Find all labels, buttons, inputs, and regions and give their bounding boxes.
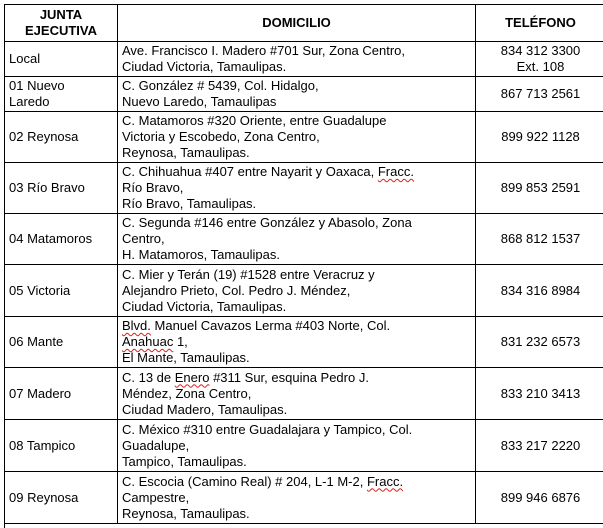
address-line: Méndez, Zona Centro, bbox=[122, 385, 252, 401]
domicilio-cell bbox=[118, 265, 476, 317]
phone-number: 834 312 3300 bbox=[500, 43, 581, 58]
header-junta-ejecutiva bbox=[5, 5, 118, 42]
address-line: Tampico, Tamaulipas. bbox=[122, 453, 247, 469]
telefono-cell: 899 946 6876 bbox=[476, 472, 603, 524]
address-line: Guadalupe, bbox=[122, 437, 190, 453]
junta-name-line: 01 Nuevo bbox=[9, 78, 65, 93]
address-text: Manuel Cavazos Lerma #403 Norte, Col. bbox=[150, 318, 391, 333]
address-line: Ciudad Victoria, Tamaulipas. bbox=[122, 298, 287, 314]
address-line: Centro, bbox=[122, 231, 165, 246]
address-line: C. México #310 entre Guadalajara y Tampico, Col. bbox=[122, 421, 413, 437]
address-line bbox=[122, 164, 471, 180]
address-line: Alejandro Prieto, Col. Pedro J. Méndez, bbox=[122, 282, 351, 298]
address-line bbox=[122, 474, 471, 490]
header-text: JUNTA bbox=[39, 7, 83, 22]
telefono-cell: 899 922 1128 bbox=[476, 112, 603, 163]
address-text: C. 13 de bbox=[122, 369, 175, 385]
junta-cell bbox=[5, 77, 118, 112]
address-line: Río Bravo, bbox=[122, 180, 184, 195]
spellcheck-word: Enero bbox=[174, 369, 210, 385]
telefono-cell: 833 217 2220 bbox=[476, 420, 603, 472]
table-row bbox=[5, 420, 603, 472]
domicilio-cell bbox=[118, 77, 476, 112]
junta-cell: 07 Madero bbox=[5, 368, 118, 420]
telefono-cell: 833 210 3413 bbox=[476, 368, 603, 420]
table-row bbox=[5, 112, 603, 163]
table-row bbox=[5, 317, 603, 368]
table-header-row bbox=[5, 5, 603, 42]
junta-cell: 09 Reynosa bbox=[5, 472, 118, 524]
address-line: Río Bravo, Tamaulipas. bbox=[122, 196, 257, 211]
address-text: 1, bbox=[173, 334, 188, 349]
address-line: Victoria y Escobedo, Zona Centro, bbox=[122, 129, 320, 144]
juntas-table-container bbox=[4, 4, 603, 524]
spellcheck-word: Fracc. bbox=[366, 473, 404, 489]
address-line bbox=[122, 318, 471, 334]
telefono-cell: 867 713 2561 bbox=[476, 77, 603, 112]
table-row bbox=[5, 77, 603, 112]
spellcheck-word: Fracc. bbox=[377, 164, 414, 179]
address-line: H. Matamoros, Tamaulipas. bbox=[122, 247, 280, 262]
junta-cell: 06 Mante bbox=[5, 317, 118, 368]
table-row bbox=[5, 472, 603, 524]
table-row bbox=[5, 368, 603, 420]
address-line: C. Segunda #146 entre González y Abasolo, Zona bbox=[122, 215, 412, 230]
domicilio-cell bbox=[118, 317, 476, 368]
juntas-ejecutivas-table bbox=[4, 4, 603, 524]
spellcheck-word: Anahuac bbox=[122, 334, 174, 349]
phone-extension: Ext. 108 bbox=[516, 59, 565, 74]
table-row bbox=[5, 163, 603, 214]
junta-name-line: Laredo bbox=[9, 94, 50, 109]
address-line: Ave. Francisco I. Madero #701 Sur, Zona Centro, bbox=[122, 43, 406, 58]
junta-cell: 08 Tampico bbox=[5, 420, 118, 472]
header-text: EJECUTIVA bbox=[25, 23, 97, 38]
address-line: Nuevo Laredo, Tamaulipas bbox=[122, 94, 277, 109]
telefono-cell: 831 232 6573 bbox=[476, 317, 603, 368]
address-line: C. Mier y Terán (19) #1528 entre Veracruz y bbox=[122, 266, 375, 282]
address-line: C. Matamoros #320 Oriente, entre Guadalupe bbox=[122, 113, 387, 128]
address-line: Ciudad Madero, Tamaulipas. bbox=[122, 401, 288, 417]
address-line: Campestre, bbox=[122, 489, 190, 505]
telefono-cell: 834 316 8984 bbox=[476, 265, 603, 317]
address-line bbox=[122, 334, 471, 350]
telefono-cell: 899 853 2591 bbox=[476, 163, 603, 214]
table-border-tail bbox=[4, 518, 5, 528]
junta-cell: 04 Matamoros bbox=[5, 214, 118, 265]
domicilio-cell bbox=[118, 420, 476, 472]
table-row bbox=[5, 214, 603, 265]
address-line: Ciudad Victoria, Tamaulipas. bbox=[122, 59, 287, 74]
junta-cell: Local bbox=[5, 42, 118, 77]
telefono-cell bbox=[476, 42, 603, 77]
domicilio-cell bbox=[118, 368, 476, 420]
telefono-cell: 868 812 1537 bbox=[476, 214, 603, 265]
address-line: El Mante, Tamaulipas. bbox=[122, 350, 250, 365]
domicilio-cell bbox=[118, 163, 476, 214]
header-domicilio: DOMICILIO bbox=[118, 5, 476, 42]
address-line bbox=[122, 370, 471, 386]
domicilio-cell bbox=[118, 214, 476, 265]
header-telefono: TELÉFONO bbox=[476, 5, 603, 42]
junta-cell: 03 Río Bravo bbox=[5, 163, 118, 214]
junta-cell: 05 Victoria bbox=[5, 265, 118, 317]
domicilio-cell bbox=[118, 42, 476, 77]
address-text: C. Chihuahua #407 entre Nayarit y Oaxaca, bbox=[122, 164, 378, 179]
address-line: Reynosa, Tamaulipas. bbox=[122, 145, 250, 160]
table-row bbox=[5, 42, 603, 77]
address-text: C. Escocia (Camino Real) # 204, L-1 M-2, bbox=[122, 473, 367, 489]
domicilio-cell bbox=[118, 112, 476, 163]
spellcheck-word: Blvd. bbox=[122, 318, 151, 333]
address-text: #311 Sur, esquina Pedro J. bbox=[209, 369, 369, 385]
domicilio-cell bbox=[118, 472, 476, 524]
table-row bbox=[5, 265, 603, 317]
address-line: C. González # 5439, Col. Hidalgo, bbox=[122, 78, 319, 93]
address-line: Reynosa, Tamaulipas. bbox=[122, 505, 250, 521]
junta-cell: 02 Reynosa bbox=[5, 112, 118, 163]
